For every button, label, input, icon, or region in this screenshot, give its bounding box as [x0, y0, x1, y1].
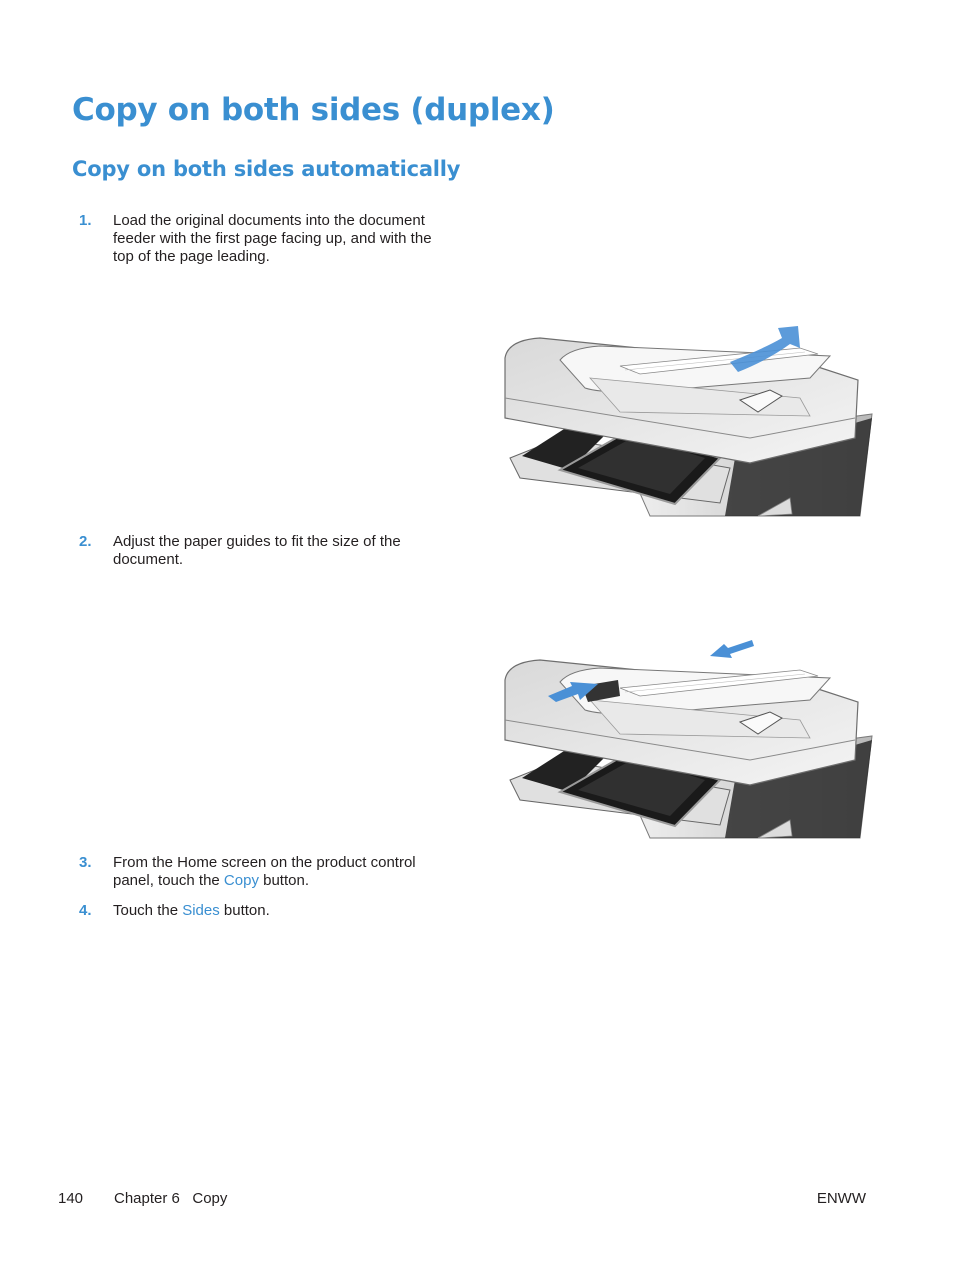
step-text	[113, 854, 448, 890]
step-number: 2.	[79, 533, 92, 550]
step-number: 4.	[79, 902, 92, 919]
footer-brand: ENWW	[816, 1190, 866, 1207]
step-text-after: button.	[258, 872, 309, 889]
step-text: Adjust the paper guides to fit the size of the document.	[113, 533, 401, 568]
page-title: Copy on both sides (duplex)	[72, 92, 555, 128]
step-text-before: Touch the	[113, 902, 183, 919]
printer-guides-illustration	[500, 636, 875, 840]
step-text	[113, 902, 448, 920]
copy-button-reference: Copy	[223, 872, 259, 889]
step-number: 1.	[79, 212, 92, 229]
page-number: 140	[58, 1190, 84, 1207]
section-title: Copy on both sides automatically	[72, 157, 461, 181]
sides-button-reference: Sides	[182, 902, 220, 919]
step-number: 3.	[79, 854, 92, 871]
step-text-after: button.	[219, 902, 270, 919]
step-text: Load the original documents into the document feeder with the first page facing up, and with the top of the page leading.	[113, 212, 432, 265]
chapter-label: Chapter 6 Copy	[114, 1190, 228, 1207]
printer-loading-illustration	[500, 318, 875, 518]
step-text-before: From the Home screen on the product control panel, touch the	[113, 854, 416, 889]
